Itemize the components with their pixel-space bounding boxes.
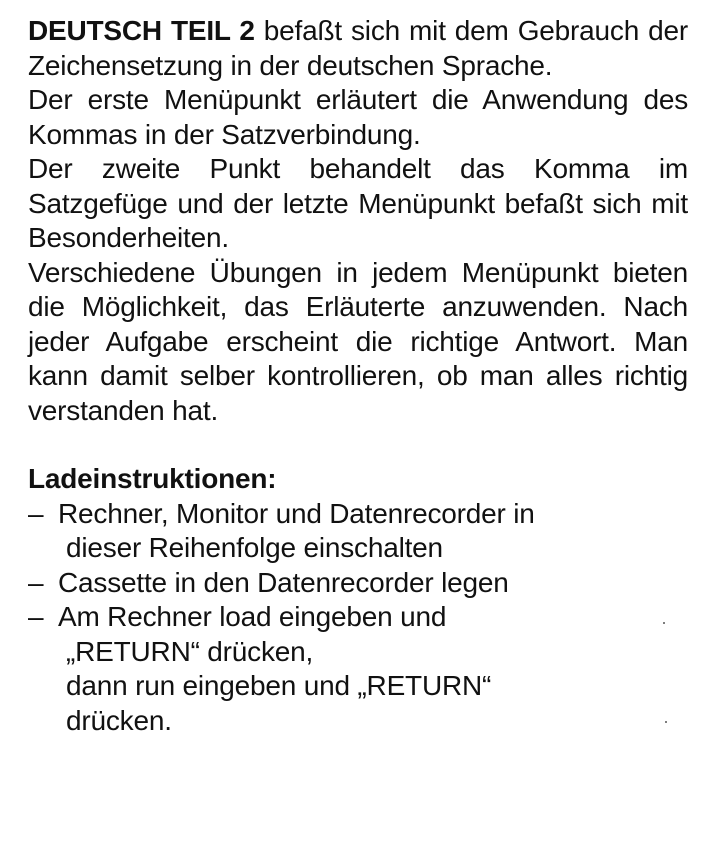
intro-lead: DEUTSCH TEIL 2 [28, 15, 255, 46]
intro-paragraph [28, 14, 688, 83]
instructions-heading: Ladeinstruktionen: [28, 463, 277, 494]
dash-bullet: – [28, 566, 44, 598]
instruction-3-line-3: dann run eingeben und „RETURN“ [66, 670, 492, 701]
instruction-1-line-1: Rechner, Monitor und Datenrecorder in [58, 497, 535, 529]
dash-bullet: – [28, 497, 44, 529]
instructions-list [28, 497, 688, 739]
instruction-3-line-2: „RETURN“ drücken, [66, 635, 314, 667]
list-item [28, 497, 688, 566]
paragraph-menu-first: Der erste Menüpunkt erläutert die Anwendung des Kommas in der Satzverbindung. [28, 84, 688, 150]
dash-bullet: – [28, 601, 44, 632]
document-body [28, 14, 688, 738]
instruction-3-line-1: Am Rechner load eingeben und [58, 601, 447, 632]
instruction-2-line-1: Cassette in den Datenrecorder legen [58, 566, 509, 598]
instruction-1-line-2: dieser Reihenfolge einschalten [66, 532, 443, 563]
paragraph-exercises: Verschiedene Übungen in jedem Menüpunkt bieten die Möglichkeit, das Erläuterte anzuwenden. Nach jeder Aufgabe erscheint die richtige Antwort. Man kann damit selber kontrollieren, ob man alles richtig verstanden hat. [28, 256, 688, 426]
instruction-3-line-4: drücken. [66, 704, 172, 736]
intro-text: befaßt sich mit dem Gebrauch der Zeichensetzung in der deutschen Sprache. [28, 15, 688, 81]
section-spacer [28, 428, 688, 462]
list-item [28, 600, 688, 738]
scan-speck [663, 622, 665, 624]
paragraph-menu-second: Der zweite Punkt behandelt das Komma im Satzgefüge und der letzte Menüpunkt befaßt sich mit Besonderheiten. [28, 153, 688, 253]
list-item [28, 566, 688, 601]
scan-speck [665, 721, 667, 723]
